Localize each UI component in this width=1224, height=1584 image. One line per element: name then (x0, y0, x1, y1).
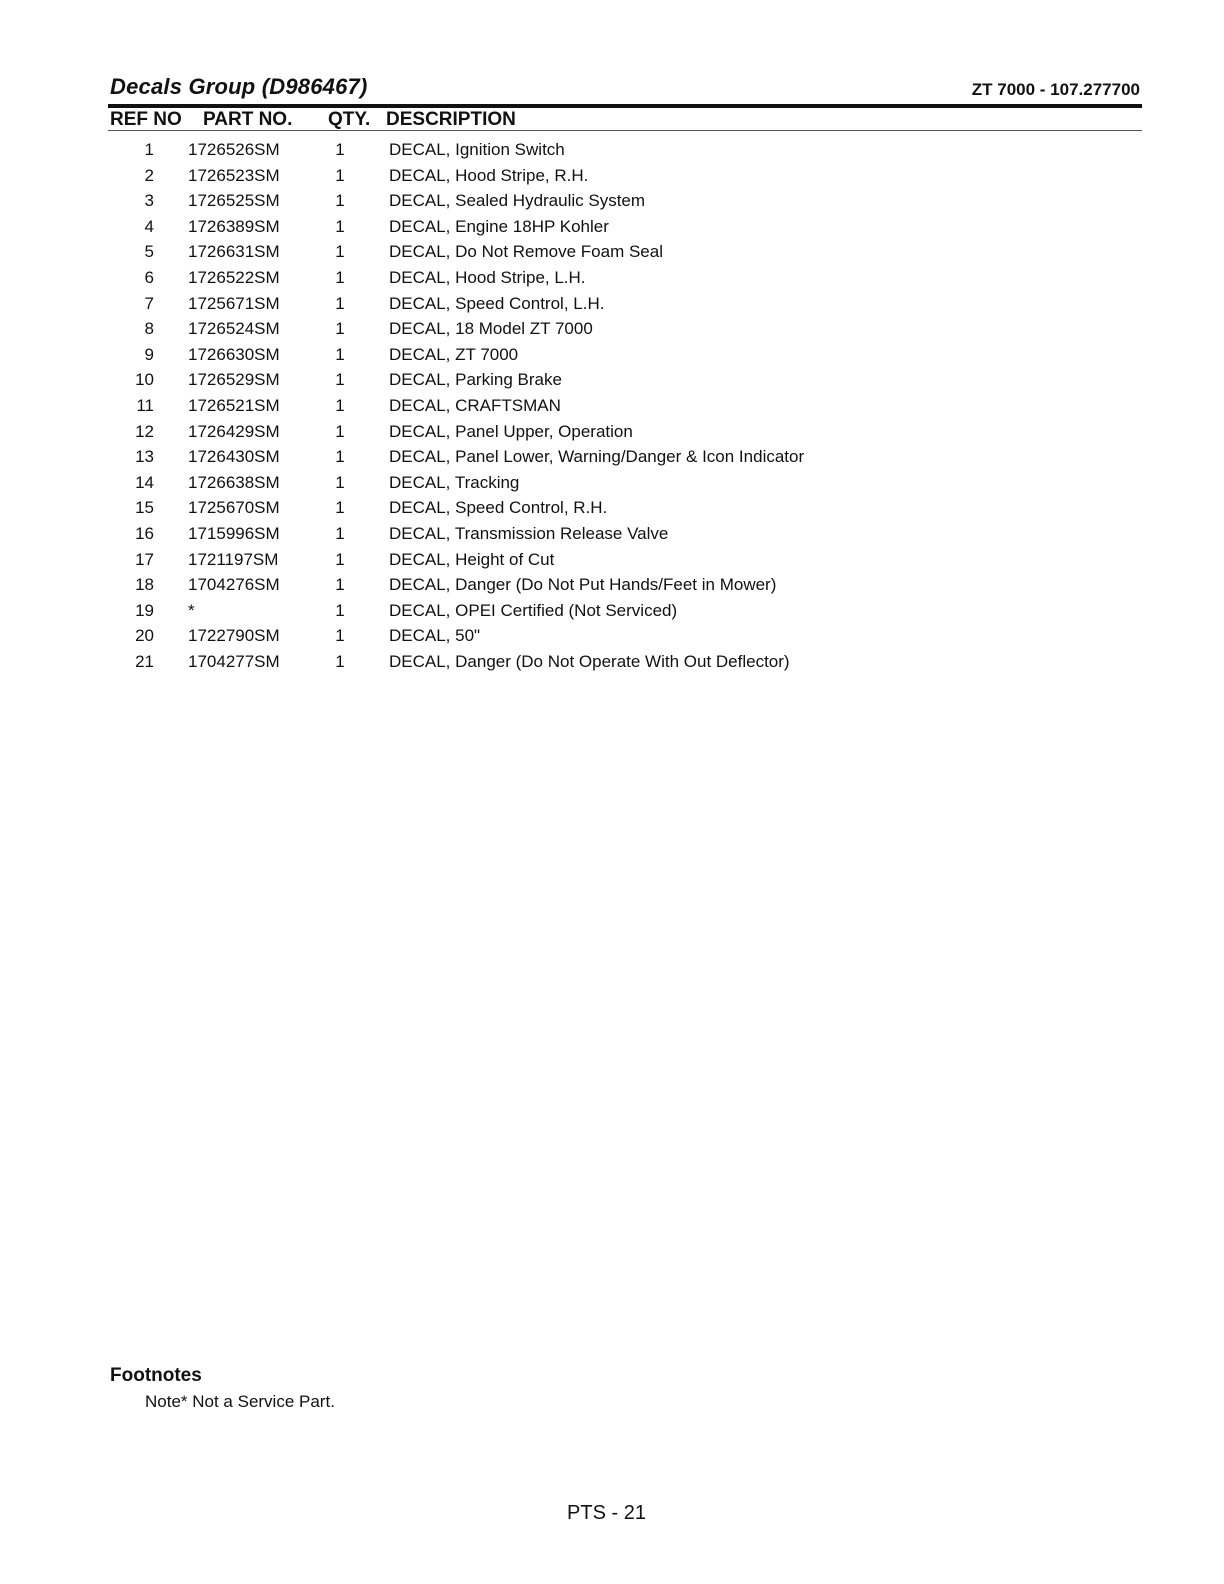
row-ref-no: 9 (144, 344, 154, 364)
row-ref-no: 6 (144, 267, 154, 287)
row-qty: 1 (335, 165, 345, 185)
column-header-part-no: PART NO. (203, 109, 293, 130)
table-row (0, 188, 1224, 214)
table-row (0, 316, 1224, 342)
row-qty: 1 (335, 293, 345, 313)
row-qty: 1 (335, 498, 345, 518)
row-ref-no: 1 (144, 140, 154, 159)
table-row (0, 163, 1224, 189)
table-row (0, 214, 1224, 240)
row-description: DECAL, Panel Lower, Warning/Danger & Icon Indicator (389, 447, 805, 467)
table-row (0, 393, 1224, 419)
table-row (0, 291, 1224, 317)
row-part-no: 1726389SM (188, 216, 280, 236)
row-part-no: 1704277SM (188, 651, 280, 671)
row-part-no: 1726526SM (188, 140, 280, 159)
row-description: DECAL, Sealed Hydraulic System (389, 191, 646, 211)
column-header-ref-no: REF NO (110, 109, 182, 130)
row-description: DECAL, Height of Cut (389, 549, 555, 569)
row-description: DECAL, Danger (Do Not Operate With Out Deflector) (389, 651, 790, 671)
row-ref-no: 11 (136, 395, 154, 415)
row-qty: 1 (335, 242, 345, 262)
table-row (0, 495, 1224, 521)
row-part-no: 1726521SM (188, 395, 280, 415)
table-row (0, 547, 1224, 573)
row-description: DECAL, Panel Upper, Operation (389, 421, 633, 441)
row-qty: 1 (335, 575, 345, 595)
row-part-no: 1726522SM (188, 267, 280, 287)
row-part-no: 1726631SM (188, 242, 280, 262)
row-description: DECAL, Transmission Release Valve (389, 523, 669, 543)
row-ref-no: 10 (135, 370, 154, 390)
row-qty: 1 (335, 395, 345, 415)
row-ref-no: 8 (144, 319, 154, 339)
row-qty: 1 (335, 421, 345, 441)
row-ref-no: 3 (144, 191, 154, 211)
row-qty: 1 (335, 267, 345, 287)
row-ref-no: 13 (135, 447, 154, 467)
row-description: DECAL, Speed Control, R.H. (389, 498, 608, 518)
row-ref-no: 12 (135, 421, 154, 441)
row-ref-no: 18 (135, 575, 154, 595)
table-row (0, 521, 1224, 547)
table-row (0, 598, 1224, 624)
row-ref-no: 14 (135, 472, 154, 492)
row-part-no: 1725670SM (188, 498, 280, 518)
row-part-no: 1726523SM (188, 165, 280, 185)
row-qty: 1 (335, 447, 345, 467)
row-ref-no: 2 (144, 165, 154, 185)
row-description: DECAL, Ignition Switch (389, 140, 565, 159)
row-qty: 1 (335, 651, 345, 671)
row-part-no: 1725671SM (188, 293, 280, 313)
row-qty: 1 (335, 370, 345, 390)
row-ref-no: 7 (144, 293, 154, 313)
row-qty: 1 (335, 549, 345, 569)
model-number: ZT 7000 - 107.277700 (971, 80, 1140, 99)
row-description: DECAL, Danger (Do Not Put Hands/Feet in Mower) (389, 575, 777, 595)
row-description: DECAL, Engine 18HP Kohler (389, 216, 609, 236)
row-qty: 1 (335, 216, 345, 236)
row-ref-no: 17 (135, 549, 154, 569)
page-title: Decals Group (D986467) (110, 74, 368, 99)
row-qty: 1 (335, 319, 345, 339)
row-part-no: * (188, 600, 195, 620)
row-ref-no: 19 (135, 600, 154, 620)
table-row (0, 470, 1224, 496)
column-header-description: DESCRIPTION (386, 109, 516, 130)
row-qty: 1 (335, 600, 345, 620)
page-number: PTS - 21 (567, 1502, 646, 1524)
table-row (0, 265, 1224, 291)
row-description: DECAL, Do Not Remove Foam Seal (389, 242, 663, 262)
table-row (0, 649, 1224, 675)
column-header-qty: QTY. (328, 109, 371, 130)
row-part-no: 1726638SM (188, 472, 280, 492)
table-row (0, 239, 1224, 265)
row-part-no: 1722790SM (188, 626, 280, 646)
parts-table (0, 137, 1224, 674)
footnote-text: Note* Not a Service Part. (145, 1392, 335, 1411)
row-ref-no: 16 (135, 523, 154, 543)
table-row (0, 342, 1224, 368)
row-qty: 1 (335, 523, 345, 543)
row-part-no: 1726630SM (188, 344, 280, 364)
row-description: DECAL, 50" (389, 626, 481, 646)
row-description: DECAL, Hood Stripe, L.H. (389, 267, 586, 287)
table-row (0, 623, 1224, 649)
row-description: DECAL, OPEI Certified (Not Serviced) (389, 600, 678, 620)
row-ref-no: 20 (135, 626, 154, 646)
table-row (0, 137, 1224, 163)
row-part-no: 1704276SM (188, 575, 280, 595)
table-row (0, 572, 1224, 598)
row-part-no: 1726529SM (188, 370, 280, 390)
row-qty: 1 (335, 140, 345, 159)
row-part-no: 1726430SM (188, 447, 280, 467)
row-description: DECAL, CRAFTSMAN (389, 395, 561, 415)
row-ref-no: 21 (135, 651, 154, 671)
row-description: DECAL, Speed Control, L.H. (389, 293, 605, 313)
header-divider (108, 104, 1142, 108)
row-part-no: 1721197SM (188, 549, 279, 569)
row-description: DECAL, Hood Stripe, R.H. (389, 165, 589, 185)
row-description: DECAL, Parking Brake (389, 370, 562, 390)
row-ref-no: 4 (144, 216, 154, 236)
column-header-underline (108, 130, 1142, 131)
row-qty: 1 (335, 191, 345, 211)
footnotes-heading: Footnotes (110, 1365, 202, 1386)
row-description: DECAL, ZT 7000 (389, 344, 519, 364)
row-part-no: 1726525SM (188, 191, 280, 211)
table-row (0, 444, 1224, 470)
row-part-no: 1726524SM (188, 319, 280, 339)
row-qty: 1 (335, 344, 345, 364)
row-ref-no: 5 (144, 242, 154, 262)
row-qty: 1 (335, 626, 345, 646)
table-row (0, 419, 1224, 445)
row-description: DECAL, Tracking (389, 472, 520, 492)
row-part-no: 1715996SM (188, 523, 280, 543)
row-part-no: 1726429SM (188, 421, 280, 441)
row-description: DECAL, 18 Model ZT 7000 (389, 319, 593, 339)
row-ref-no: 15 (135, 498, 154, 518)
table-row (0, 367, 1224, 393)
row-qty: 1 (335, 472, 345, 492)
